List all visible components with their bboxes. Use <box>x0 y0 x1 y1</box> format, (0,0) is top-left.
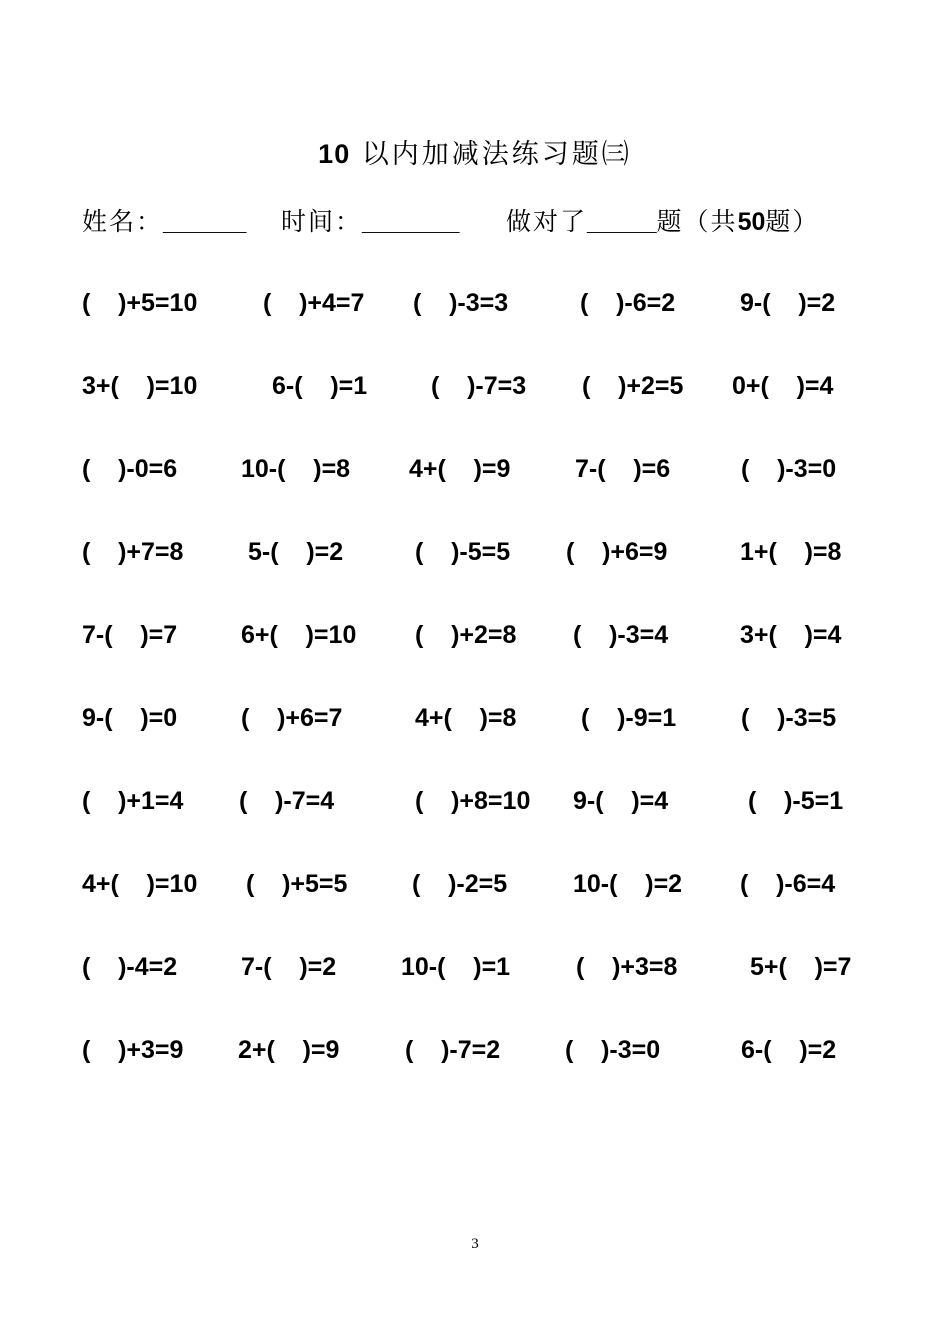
problem-item: ( )-3=5 <box>741 704 837 732</box>
total-prefix: 题（共 <box>656 207 738 236</box>
problem-item: ( )-6=4 <box>740 870 836 898</box>
problem-item: ( )-3=0 <box>565 1036 661 1064</box>
problem-item: ( )-5=5 <box>415 538 511 566</box>
problem-item: 6-( )=1 <box>272 372 368 400</box>
problem-item: ( )+3=8 <box>576 953 678 981</box>
problem-item: 4+( )=10 <box>82 870 198 898</box>
problem-item: ( )-3=4 <box>573 621 669 649</box>
name-label: 姓名： <box>82 207 164 236</box>
problem-item: 7-( )=2 <box>241 953 337 981</box>
correct-blank: _____ <box>587 208 657 236</box>
problem-item: ( )+4=7 <box>263 289 365 317</box>
problem-item: 7-( )=7 <box>82 621 178 649</box>
time-blank: _______ <box>362 208 460 236</box>
problem-item: ( )-6=2 <box>580 289 676 317</box>
problem-item: 10-( )=2 <box>573 870 683 898</box>
problem-item: ( )+3=9 <box>82 1036 184 1064</box>
problem-item: ( )-9=1 <box>581 704 677 732</box>
problem-item: 10-( )=1 <box>401 953 511 981</box>
problem-item: 6+( )=10 <box>241 621 357 649</box>
page-number: 3 <box>471 1236 479 1252</box>
problem-item: ( )-4=2 <box>82 953 178 981</box>
problem-item: 0+( )=4 <box>732 372 834 400</box>
problem-item: 9-( )=2 <box>740 289 836 317</box>
problem-item: 10-( )=8 <box>241 455 351 483</box>
problem-item: ( )+5=10 <box>82 289 198 317</box>
problem-item: ( )+5=5 <box>246 870 348 898</box>
problem-item: ( )+6=9 <box>566 538 668 566</box>
problem-item: ( )+2=8 <box>415 621 517 649</box>
title-number: 10 <box>318 139 351 169</box>
problem-item: ( )-0=6 <box>82 455 178 483</box>
problem-item: 5+( )=7 <box>750 953 852 981</box>
problem-item: ( )-2=5 <box>412 870 508 898</box>
problem-item: ( )-7=4 <box>239 787 335 815</box>
problem-item: 3+( )=4 <box>740 621 842 649</box>
problem-item: 4+( )=9 <box>409 455 511 483</box>
total-suffix: 题） <box>765 207 820 236</box>
problem-item: ( )+1=4 <box>82 787 184 815</box>
problem-item: ( )-7=2 <box>405 1036 501 1064</box>
problem-item: 7-( )=6 <box>575 455 671 483</box>
problem-item: 5-( )=2 <box>248 538 344 566</box>
problem-item: ( )-7=3 <box>431 372 527 400</box>
problem-item: 2+( )=9 <box>238 1036 340 1064</box>
problem-item: ( )+6=7 <box>241 704 343 732</box>
total-count: 50 <box>737 208 766 236</box>
problem-item: 6-( )=2 <box>741 1036 837 1064</box>
problem-item: 3+( )=10 <box>82 372 198 400</box>
problem-item: 1+( )=8 <box>740 538 842 566</box>
time-label: 时间： <box>281 207 363 236</box>
problem-item: ( )+2=5 <box>582 372 684 400</box>
title-text: 以内加减法练习题㈢ <box>361 139 632 170</box>
problem-item: 4+( )=8 <box>415 704 517 732</box>
problem-item: ( )-3=0 <box>741 455 837 483</box>
problem-item: 9-( )=4 <box>573 787 669 815</box>
problem-item: ( )+8=10 <box>415 787 531 815</box>
problem-item: ( )-5=1 <box>748 787 844 815</box>
correct-label: 做对了 <box>506 207 588 236</box>
problem-item: 9-( )=0 <box>82 704 178 732</box>
problem-item: ( )-3=3 <box>413 289 509 317</box>
problem-item: ( )+7=8 <box>82 538 184 566</box>
name-blank: ______ <box>163 208 247 236</box>
